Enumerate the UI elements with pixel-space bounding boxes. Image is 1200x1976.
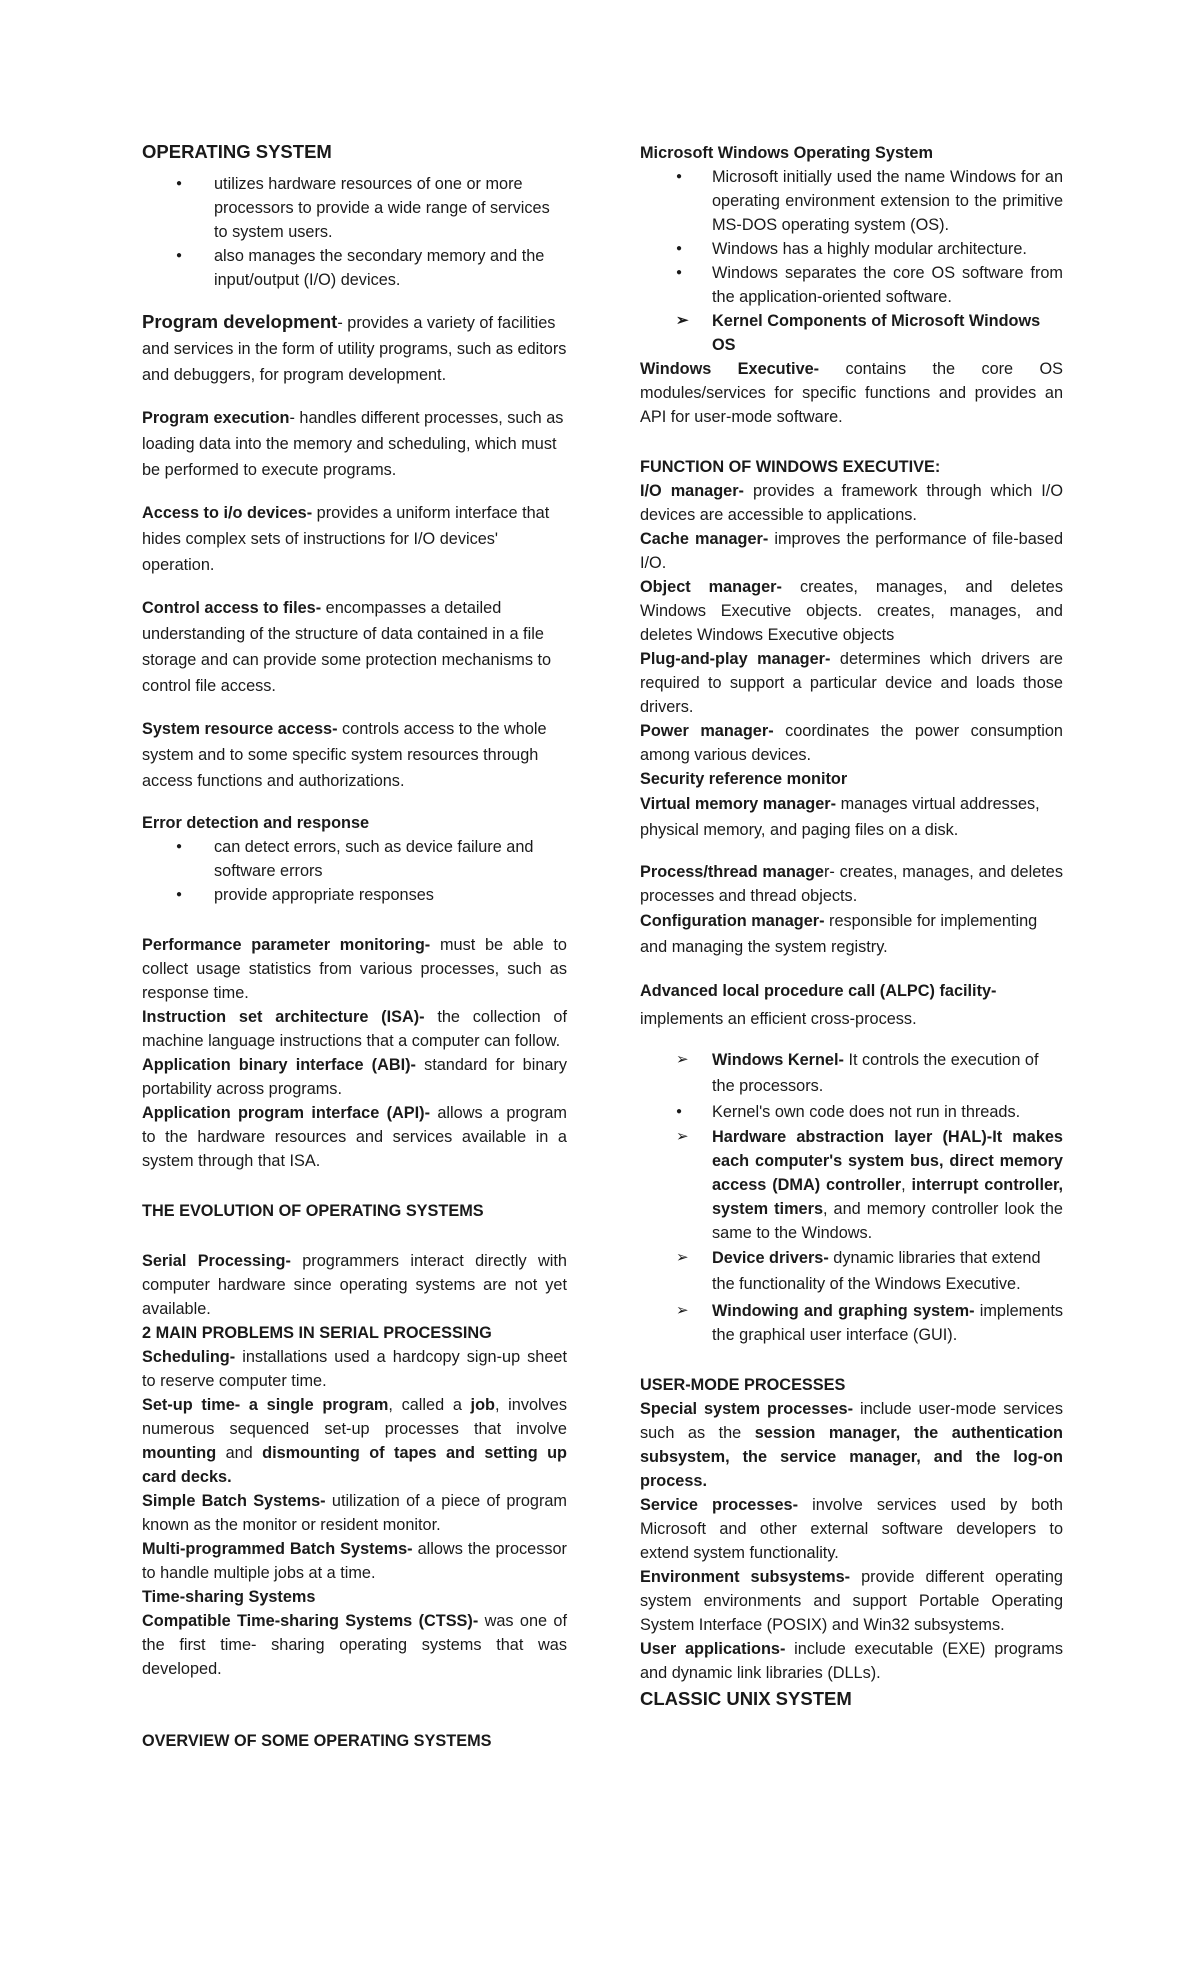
term: I/O manager- — [640, 482, 744, 500]
term: Set-up time- — [142, 1396, 241, 1414]
list-item: ● utilizes hardware resources of one or more processors to provide a wide range of services to system users. — [142, 172, 567, 244]
term: Compatible Time-sharing Systems (CTSS)- — [142, 1612, 479, 1630]
definition: determines which drivers are required to support a particular device and loads those drivers. — [640, 650, 1063, 716]
definition: manages virtual addresses, physical memory, and paging files on a disk. — [640, 795, 1040, 839]
term: Program execution — [142, 409, 290, 427]
control-access-paragraph — [142, 595, 567, 699]
definition: programmers interact directly with computer hardware since operating systems are not yet available. — [142, 1252, 567, 1318]
kernel-threads-list — [640, 1099, 1063, 1125]
list-item — [640, 1299, 1063, 1347]
multi-batch-paragraph — [142, 1537, 567, 1585]
definition: responsible for implementing and managing the system registry. — [640, 912, 1038, 956]
term: Serial Processing- — [142, 1252, 291, 1270]
access-io-paragraph — [142, 500, 567, 578]
term: Control access to files- — [142, 599, 322, 617]
term: System resource access- — [142, 720, 338, 738]
term: Environment subsystems- — [640, 1568, 851, 1586]
cache-manager-paragraph — [640, 527, 1063, 575]
program-execution-paragraph — [142, 405, 567, 483]
term: Hardware abstraction layer (HAL)- — [712, 1128, 993, 1146]
process-thread-paragraph — [640, 860, 1063, 908]
error-detection-heading: Error detection and response — [142, 814, 370, 832]
definition: must be able to collect usage statistics from various processes, such as response time. — [142, 936, 567, 1002]
io-manager-paragraph — [640, 479, 1063, 527]
list-item: ● can detect errors, such as device failure and software errors — [142, 835, 567, 883]
user-mode-title: USER-MODE PROCESSES — [640, 1376, 846, 1394]
os-bullet-list — [142, 172, 567, 292]
two-problems-heading: 2 MAIN PROBLEMS IN SERIAL PROCESSING — [142, 1324, 492, 1342]
list-item — [640, 1125, 1063, 1245]
list-item: ● Windows has a highly modular architecture. — [640, 237, 1063, 261]
ms-bullet-list — [640, 165, 1063, 309]
emphasis: a single program — [240, 1396, 389, 1414]
term: Windows Executive- — [640, 360, 820, 378]
scheduling-paragraph — [142, 1345, 567, 1393]
left-column — [142, 140, 567, 1753]
ms-windows-title: Microsoft Windows Operating System — [640, 144, 933, 162]
operating-system-title: OPERATING SYSTEM — [142, 141, 332, 162]
user-apps-paragraph — [640, 1637, 1063, 1685]
list-item: ➢ Kernel Components of Microsoft Windows OS — [640, 309, 1063, 357]
right-column — [640, 141, 1063, 1711]
term: Access to i/o devices- — [142, 504, 313, 522]
definition: utilization of a piece of program known as the monitor or resident monitor. — [142, 1492, 567, 1534]
term: Power manager- — [640, 722, 774, 740]
definition: was one of the first time- sharing operating systems that was developed. — [142, 1612, 567, 1678]
term: Advanced local procedure call (ALPC) facility- — [640, 982, 997, 1000]
definition: installations used a hardcopy sign-up sheet to reserve computer time. — [142, 1348, 567, 1390]
term: Service processes- — [640, 1496, 798, 1514]
definition: dynamic libraries that extend the functionality of the Windows Executive. — [712, 1249, 1041, 1293]
emphasis: job — [470, 1396, 495, 1414]
power-manager-paragraph — [640, 719, 1063, 767]
list-item — [640, 1047, 1063, 1099]
text: , involves numerous sequenced set-up processes that involve — [142, 1396, 567, 1438]
text: It makes each computer's system bus, direct memory access (DMA) controller — [712, 1128, 1063, 1194]
term: Object manager- — [640, 578, 782, 596]
text: interrupt controller, system timers — [712, 1176, 1063, 1218]
term: Application program interface (API)- — [142, 1104, 431, 1122]
program-development-paragraph — [142, 309, 567, 388]
alpc-paragraph — [640, 977, 1063, 1033]
emphasis: mounting — [142, 1444, 217, 1462]
time-sharing-heading: Time-sharing Systems — [142, 1588, 316, 1606]
api-paragraph — [142, 1101, 567, 1173]
term: Special system processes- — [640, 1400, 854, 1418]
setup-time-paragraph — [142, 1393, 567, 1489]
abi-paragraph — [142, 1053, 567, 1101]
overview-title: OVERVIEW OF SOME OPERATING SYSTEMS — [142, 1732, 492, 1750]
text: , and memory controller look the same to the Windows. — [712, 1200, 1063, 1242]
error-bullet-list — [142, 835, 567, 907]
hal-list — [640, 1125, 1063, 1347]
definition: the collection of machine language instructions that a computer can follow. — [142, 1008, 567, 1050]
term: Plug-and-play manager- — [640, 650, 831, 668]
term: Windows Kernel- — [712, 1051, 844, 1069]
term: Virtual memory manager- — [640, 795, 837, 813]
serial-processing-paragraph — [142, 1249, 567, 1321]
list-item: ● Windows separates the core OS software from the application-oriented software. — [640, 261, 1063, 309]
definition: involve services used by both Microsoft and other external software developers to extend system functionality. — [640, 1496, 1063, 1562]
environment-paragraph — [640, 1565, 1063, 1637]
text: , — [901, 1176, 912, 1194]
text: , called a — [388, 1396, 471, 1414]
kernel-components-list — [640, 309, 1063, 357]
definition: allows the processor to handle multiple jobs at a time. — [142, 1540, 567, 1582]
classic-unix-title: CLASSIC UNIX SYSTEM — [640, 1688, 852, 1709]
definition: encompasses a detailed understanding of the structure of data contained in a file storage and can provide some protection mechanisms to control file access. — [142, 599, 552, 695]
list-item: ● Kernel's own code does not run in threads. — [640, 1099, 1063, 1125]
term: User applications- — [640, 1640, 786, 1658]
security-monitor-heading: Security reference monitor — [640, 770, 848, 788]
pnp-manager-paragraph — [640, 647, 1063, 719]
performance-paragraph — [142, 933, 567, 1005]
ctss-paragraph — [142, 1609, 567, 1681]
definition: controls access to the whole system and to some specific system resources through access functions and authorizations. — [142, 720, 547, 790]
definition: provide different operating system environments and support Portable Operating System Interface (POSIX) and Win32 subsystems. — [640, 1568, 1063, 1634]
definition: provides a uniform interface that hides complex sets of instructions for I/O devices' operation. — [142, 504, 550, 574]
list-item — [640, 1245, 1063, 1297]
definition: coordinates the power consumption among various devices. — [640, 722, 1063, 764]
term: Scheduling- — [142, 1348, 236, 1366]
term: Device drivers- — [712, 1249, 829, 1267]
definition: - creates, manages, and deletes processes and thread objects. — [640, 863, 1063, 905]
term: Cache manager- — [640, 530, 769, 548]
term: Instruction set architecture (ISA)- — [142, 1008, 425, 1026]
definition: - handles different processes, such as loading data into the memory and scheduling, which must be performed to execute programs. — [142, 409, 564, 479]
isa-paragraph — [142, 1005, 567, 1053]
definition: implements an efficient cross-process. — [640, 1010, 917, 1028]
service-processes-paragraph — [640, 1493, 1063, 1565]
term: Application binary interface (ABI)- — [142, 1056, 416, 1074]
term: Process/thread manage — [640, 863, 824, 881]
term: Program development — [142, 311, 338, 332]
kernel-list — [640, 1047, 1063, 1099]
special-system-paragraph — [640, 1397, 1063, 1493]
term: Configuration manager- — [640, 912, 825, 930]
vm-manager-paragraph — [640, 791, 1063, 843]
config-manager-paragraph — [640, 908, 1063, 960]
windows-executive-paragraph — [640, 357, 1063, 429]
term: Multi-programmed Batch Systems- — [142, 1540, 413, 1558]
list-item: ● provide appropriate responses — [142, 883, 567, 907]
text: r — [823, 863, 830, 881]
list-item: ● also manages the secondary memory and the input/output (I/O) devices. — [142, 244, 567, 292]
definition: implements the graphical user interface (GUI). — [712, 1302, 1063, 1344]
definition: creates, manages, and deletes Windows Executive objects. creates, manages, and deletes Windows Executive objects — [640, 578, 1063, 644]
emphasis: dismounting of tapes and setting up card decks. — [142, 1444, 567, 1486]
definition: allows a program to the hardware resources and services available in a system through that ISA. — [142, 1104, 567, 1170]
term: Simple Batch Systems- — [142, 1492, 326, 1510]
emphasis: session manager, the authentication subsystem, the service manager, and the log-on process. — [640, 1424, 1063, 1490]
definition: It controls the execution of the processors. — [712, 1051, 1039, 1095]
list-item: ● Microsoft initially used the name Windows for an operating environment extension to the primitive MS-DOS operating system (OS). — [640, 165, 1063, 237]
term: Performance parameter monitoring- — [142, 936, 431, 954]
definition: provides a framework through which I/O devices are accessible to applications. — [640, 482, 1063, 524]
definition: standard for binary portability across programs. — [142, 1056, 567, 1098]
definition: - provides a variety of facilities and services in the form of utility programs, such as editors and debuggers, for program development. — [142, 314, 567, 384]
definition: contains the core OS modules/services for specific functions and provides an API for user-mode software. — [640, 360, 1063, 426]
definition: include user-mode services such as the — [640, 1400, 1063, 1442]
function-title: FUNCTION OF WINDOWS EXECUTIVE: — [640, 458, 941, 476]
definition: include executable (EXE) programs and dynamic link libraries (DLLs). — [640, 1640, 1063, 1682]
evolution-title: THE EVOLUTION OF OPERATING SYSTEMS — [142, 1202, 484, 1220]
simple-batch-paragraph — [142, 1489, 567, 1537]
object-manager-paragraph — [640, 575, 1063, 647]
system-resource-paragraph — [142, 716, 567, 794]
definition: improves the performance of file-based I/O. — [640, 530, 1063, 572]
text: and — [216, 1444, 263, 1462]
term: Windowing and graphing system- — [712, 1302, 975, 1320]
